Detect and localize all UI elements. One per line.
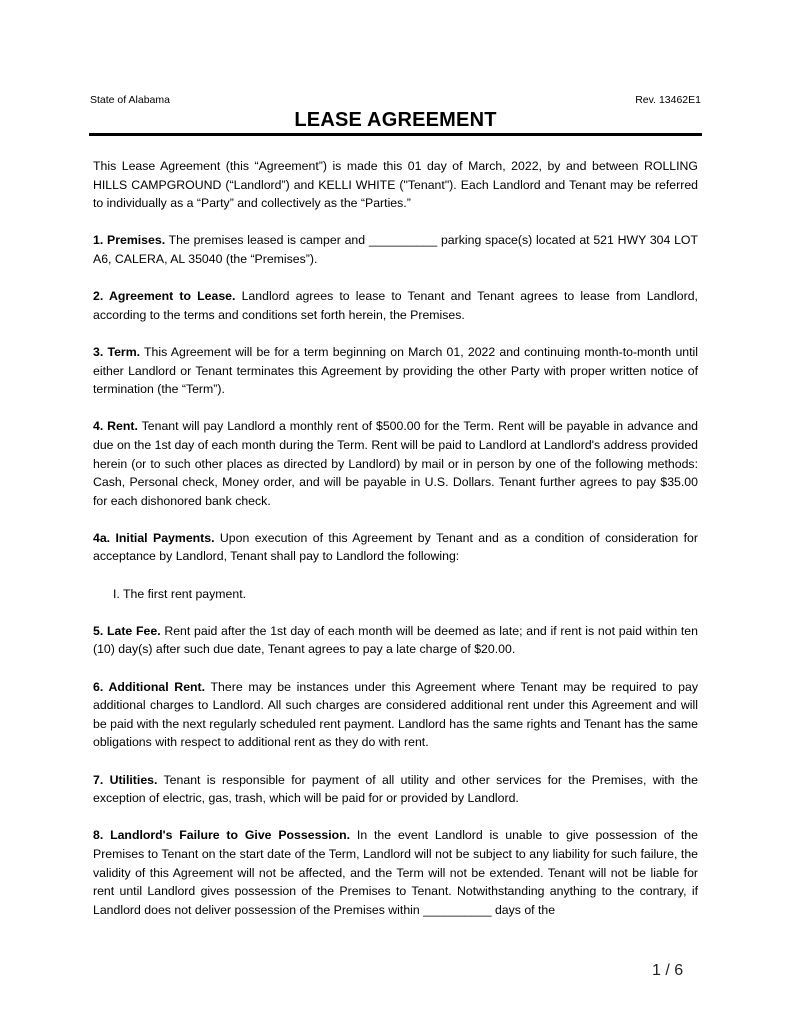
- section-text: There may be instances under this Agreement where Tenant may be required to pay additional charges to Landlord. All such charges are considered additional rent under this Agreement and will be paid with the next regularly scheduled rent payment. Landlord has the same rights and Tenant has the same obligations with respect to additional rent as they do with rent.: [93, 679, 699, 750]
- document-title: LEASE AGREEMENT: [294, 109, 497, 131]
- section-heading: 6. Additional Rent.: [93, 679, 206, 694]
- document-header: [90, 94, 701, 108]
- section-heading: 4. Rent.: [93, 419, 138, 434]
- state-label: State of Alabama: [90, 94, 170, 106]
- section-heading: 7. Utilities.: [93, 772, 158, 787]
- section-initial-payments: [93, 529, 698, 566]
- page-number: 1 / 6: [652, 962, 684, 979]
- revision-label: Rev. 13462E1: [635, 94, 701, 106]
- section-text: Landlord agrees to lease to Tenant and Tenant agrees to lease from Landlord, according to the terms and conditions set forth herein, the Premises.: [93, 289, 698, 322]
- section-term: [93, 343, 698, 399]
- section-text: The premises leased is camper and __________ parking space(s) located at 521 HWY 304 LOT A6, CALERA, AL 35040 (the “Premises”).: [93, 233, 698, 266]
- section-text: In the event Landlord is unable to give possession of the Premises to Tenant on the start date of the Term, Landlord will not be subject to any liability for such failure, the validity of this Agreement will not be affected, and the Term will not be extended. Tenant will not be liable for rent until Landlord gives possession of the Premises to Tenant. Notwithstanding anything to the contrary, if Landlord does not deliver possession of the Premises within __________ days of the: [93, 828, 698, 917]
- section-rent: [93, 417, 698, 510]
- title-divider: [89, 133, 702, 136]
- section-heading: 3. Term.: [93, 344, 141, 359]
- intro-paragraph: This Lease Agreement (this “Agreement”) is made this 01 day of March, 2022, by and between ROLLING HILLS CAMPGROUND (“Landlord”) and KELLI WHITE ("Tenant"). Each Landlord and Tenant may be referred to individually as a “Party” and collectively as the “Parties.”: [93, 159, 698, 211]
- section-heading: 5. Late Fee.: [93, 623, 161, 638]
- section-additional-rent: [93, 678, 698, 752]
- section-text: Upon execution of this Agreement by Tenant and as a condition of consideration for acceptance by Landlord, Tenant shall pay to Landlord the following:: [93, 530, 698, 564]
- section-agreement-to-lease: [93, 287, 698, 324]
- section-heading: 4a. Initial Payments.: [93, 530, 215, 545]
- section-late-fee: [93, 622, 698, 659]
- section-heading: 8. Landlord's Failure to Give Possession.: [93, 828, 351, 843]
- section-text: This Agreement will be for a term beginning on March 01, 2022 and continuing month-to-month until either Landlord or Tenant terminates this Agreement by providing the other Party with proper written notice of termination (the “Term”).: [93, 344, 699, 397]
- section-premises: [93, 231, 698, 268]
- section-failure-to-give-possession: [93, 826, 698, 919]
- section-heading: 1. Premises.: [93, 233, 166, 248]
- initial-payment-item: I. The first rent payment.: [113, 586, 247, 601]
- section-utilities: [93, 771, 698, 808]
- section-text: Rent paid after the 1st day of each month will be deemed as late; and if rent is not paid within ten (10) day(s) after such due date, Tenant agrees to pay a late charge of $20.00.: [93, 623, 698, 657]
- document-body: [93, 157, 698, 938]
- section-text: Tenant will pay Landlord a monthly rent of $500.00 for the Term. Rent will be payable in advance and due on the 1st day of each month during the Term. Rent will be paid to Landlord at Landlord's address provided herein (or to such other places as directed by Landlord) by mail or in person by one of the following methods: Cash, Personal check, Money order, and will be payable in U.S. Dollars. Tenant further agrees to pay $35.00 for each dishonored bank check.: [93, 419, 698, 508]
- section-text: Tenant is responsible for payment of all utility and other services for the Premises, with the exception of electric, gas, trash, which will be paid for or provided by Landlord.: [93, 772, 698, 806]
- section-heading: 2. Agreement to Lease.: [93, 289, 236, 304]
